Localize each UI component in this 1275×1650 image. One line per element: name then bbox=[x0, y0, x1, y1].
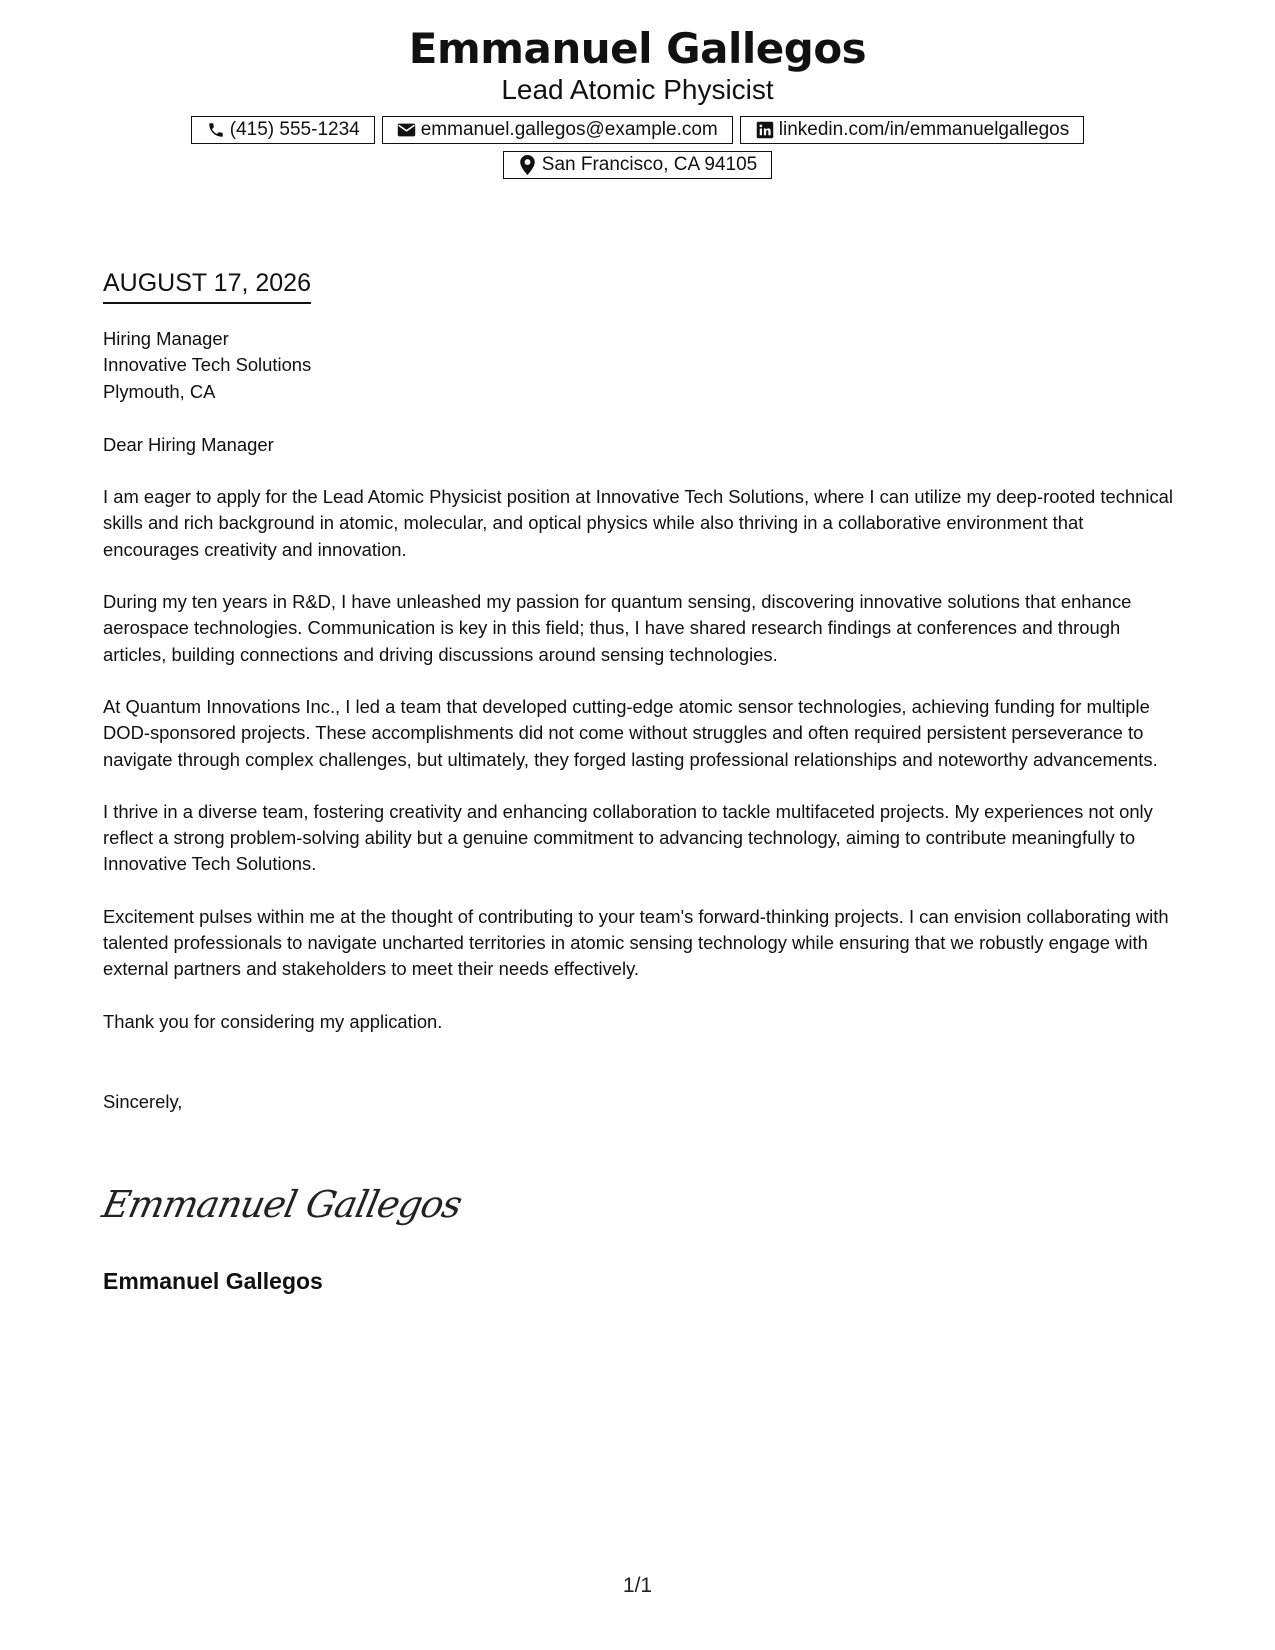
linkedin-text: linkedin.com/in/emmanuelgallegos bbox=[778, 119, 1070, 140]
map-pin-icon bbox=[518, 155, 538, 175]
email-chip[interactable] bbox=[382, 116, 733, 144]
linkedin-chip[interactable] bbox=[740, 116, 1084, 144]
linkedin-icon bbox=[755, 120, 775, 140]
contact-row-1 bbox=[0, 116, 1275, 144]
envelope-icon bbox=[397, 120, 417, 140]
letter-header bbox=[0, 22, 1275, 179]
signed-name: Emmanuel Gallegos bbox=[103, 1268, 323, 1294]
paragraph: During my ten years in R&D, I have unleashed my passion for quantum sensing, discovering innovative solutions that enhance aerospace technologies. Communication is key in this field; thus, I have shared research findings at conferences and through articles, building connections and driving discussions around sensing technologies. bbox=[103, 591, 1132, 665]
sender-name: Emmanuel Gallegos bbox=[408, 24, 867, 73]
recipient-company: Innovative Tech Solutions bbox=[103, 354, 312, 376]
paragraph: I am eager to apply for the Lead Atomic Physicist position at Innovative Tech Solutions, where I can utilize my deep-rooted technical skills and rich background in atomic, molecular, and optical physics while also thriving in a collaborative environment that encourages creativity and innovation. bbox=[103, 486, 1173, 560]
paragraph: Excitement pulses within me at the thought of contributing to your team's forward-thinking projects. I can envision collaborating with talented professionals to navigate uncharted territories in atomic sensing technology while ensuring that we robustly engage with external partners and stakeholders to meet their needs effectively. bbox=[103, 905, 1169, 980]
salutation: Dear Hiring Manager bbox=[103, 433, 274, 455]
paragraph: I thrive in a diverse team, fostering creativity and enhancing collaboration to tackle multifaceted projects. My experiences not only reflect a strong problem-solving ability but a genuine commitment to advancing technology, aiming to contribute meaningfully to Innovative Tech Solutions. bbox=[103, 800, 1153, 875]
location-chip[interactable] bbox=[503, 151, 772, 179]
handwritten-signature bbox=[98, 1175, 466, 1235]
letter-body bbox=[103, 326, 1178, 1115]
signature-script: Emmanuel Gallegos bbox=[98, 1183, 466, 1226]
closing: Sincerely, bbox=[103, 1090, 183, 1112]
recipient-location: Plymouth, CA bbox=[103, 380, 216, 402]
recipient-name: Hiring Manager bbox=[103, 328, 229, 349]
recipient-block bbox=[103, 326, 1178, 405]
letter-date: AUGUST 17, 2026 bbox=[103, 268, 311, 304]
email-text: emmanuel.gallegos@example.com bbox=[420, 119, 718, 140]
contact-row-2 bbox=[0, 151, 1275, 179]
phone-icon bbox=[206, 120, 226, 140]
sender-title: Lead Atomic Physicist bbox=[501, 74, 774, 105]
paragraph: Thank you for considering my application. bbox=[103, 1010, 443, 1032]
paragraph: At Quantum Innovations Inc., I led a team that developed cutting-edge atomic sensor technologies, achieving funding for multiple DOD-sponsored projects. These accomplishments did not come without struggles and often required persistent perseverance to navigate through complex challenges, but ultimately, they forged lasting professional relationships and noteworthy advancements. bbox=[103, 695, 1158, 770]
phone-chip[interactable] bbox=[191, 116, 375, 144]
phone-text: (415) 555-1234 bbox=[229, 119, 360, 140]
letter-date-block bbox=[103, 268, 311, 304]
page-number: 1/1 bbox=[622, 1574, 653, 1597]
location-text: San Francisco, CA 94105 bbox=[541, 154, 758, 175]
